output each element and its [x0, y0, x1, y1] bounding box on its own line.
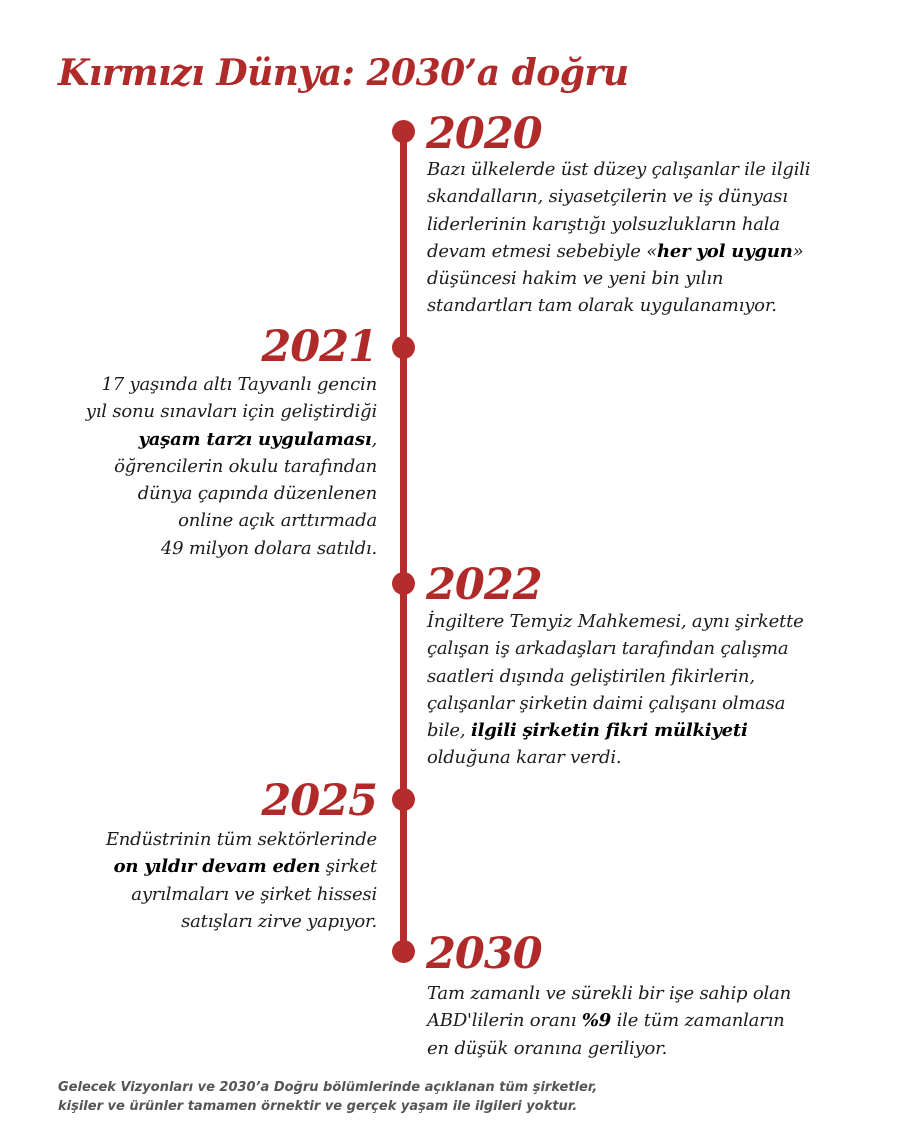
event-text-line: [427, 183, 810, 210]
emphasized-text: ilgili şirketin fikri mülkiyeti: [470, 720, 748, 742]
year-2022: 2022: [426, 560, 542, 610]
text-segment: 49 milyon dolara satıldı.: [160, 537, 377, 559]
event-text-line: [427, 608, 804, 635]
event-text-line: [86, 507, 377, 534]
text-segment: İngiltere Temyiz Mahkemesi, aynı şirkette: [427, 611, 804, 632]
event-text-line: [86, 426, 377, 453]
timeline-dot-2020: [392, 120, 415, 143]
text-segment: saatleri dışında geliştirilen fikirlerin,: [427, 665, 755, 687]
disclaimer-footer: [58, 1078, 597, 1116]
year-2025: 2025: [261, 776, 377, 826]
timeline-dot-2021: [392, 336, 415, 359]
timeline-line: [400, 132, 407, 954]
year-2021: 2021: [261, 322, 377, 372]
timeline-dot-2022: [392, 572, 415, 595]
event-description-2030: [427, 980, 791, 1062]
text-segment: çalışan iş arkadaşları tarafından çalışma: [427, 638, 789, 660]
text-segment: en düşük oranına geriliyor.: [427, 1037, 668, 1059]
text-segment: düşüncesi hakim ve yeni bin yılın: [427, 268, 724, 290]
text-segment: Bazı ülkelerde üst düzey çalışanlar ile ilgili: [427, 159, 811, 180]
event-text-line: [427, 690, 804, 717]
event-text-line: [106, 853, 377, 880]
event-text-line: [86, 480, 377, 507]
event-text-line: [106, 881, 377, 908]
event-text-line: [427, 1007, 791, 1034]
event-text-line: [427, 663, 804, 690]
event-text-line: [86, 453, 377, 480]
disclaimer-line: kişiler ve ürünler tamamen örnektir ve gerçek yaşam ile ilgileri yoktur.: [58, 1099, 578, 1114]
event-text-line: [427, 156, 810, 183]
event-text-line: [427, 238, 810, 265]
text-segment: bile,: [427, 720, 471, 742]
event-text-line: [427, 1035, 791, 1062]
text-segment: çalışanlar şirketin daimi çalışanı olmasa: [427, 692, 786, 714]
text-segment: ABD'lilerin oranı: [427, 1010, 582, 1032]
event-description-2022: [427, 608, 804, 772]
text-segment: Endüstrinin tüm sektörlerinde: [105, 829, 377, 850]
disclaimer-line: Gelecek Vizyonları ve 2030’a Doğru bölümlerinde açıklanan tüm şirketler,: [58, 1080, 598, 1095]
text-segment: satışları zirve yapıyor.: [181, 910, 377, 932]
event-text-line: [427, 635, 804, 662]
year-2020: 2020: [426, 109, 542, 159]
text-segment: skandalların, siyasetçilerin ve iş dünyası: [427, 186, 788, 208]
text-segment: şirket: [320, 856, 377, 878]
text-segment: liderlerinin karıştığı yolsuzlukların hala: [427, 213, 780, 235]
text-segment: devam etmesi sebebiyle «: [427, 240, 658, 262]
text-segment: ile tüm zamanların: [611, 1010, 785, 1032]
event-description-2020: [427, 156, 810, 320]
event-text-line: [427, 211, 810, 238]
event-text-line: [427, 980, 791, 1007]
event-text-line: [86, 371, 377, 398]
event-text-line: [106, 826, 377, 853]
event-text-line: [427, 265, 810, 292]
text-segment: ayrılmaları ve şirket hissesi: [131, 883, 377, 905]
emphasized-text: her yol uygun: [657, 240, 793, 262]
text-segment: olduğuna karar verdi.: [427, 747, 622, 769]
timeline-dot-2025: [392, 788, 415, 811]
event-description-2025: [106, 826, 377, 935]
text-segment: 17 yaşında altı Tayvanlı gencin: [101, 374, 377, 395]
emphasized-text: yaşam tarzı uygulaması: [138, 428, 372, 450]
text-segment: öğrencilerin okulu tarafından: [114, 455, 377, 477]
text-segment: Tam zamanlı ve sürekli bir işe sahip olan: [427, 983, 791, 1004]
timeline-dot-2030: [392, 940, 415, 963]
emphasized-text: on yıldır devam eden: [113, 856, 321, 878]
text-segment: ,: [371, 428, 377, 450]
event-text-line: [427, 292, 810, 319]
text-segment: »: [792, 240, 804, 262]
year-2030: 2030: [426, 929, 542, 979]
event-text-line: [427, 744, 804, 771]
emphasized-text: %9: [581, 1010, 612, 1032]
text-segment: yıl sonu sınavları için geliştirdiği: [85, 401, 377, 423]
event-text-line: [106, 908, 377, 935]
event-text-line: [427, 717, 804, 744]
event-description-2021: [86, 371, 377, 562]
text-segment: dünya çapında düzenlenen: [137, 483, 377, 505]
text-segment: standartları tam olarak uygulanamıyor.: [427, 295, 777, 317]
event-text-line: [86, 398, 377, 425]
text-segment: online açık arttırmada: [178, 510, 377, 532]
event-text-line: [86, 535, 377, 562]
page-title: Kırmızı Dünya: 2030’a doğru: [58, 52, 629, 94]
